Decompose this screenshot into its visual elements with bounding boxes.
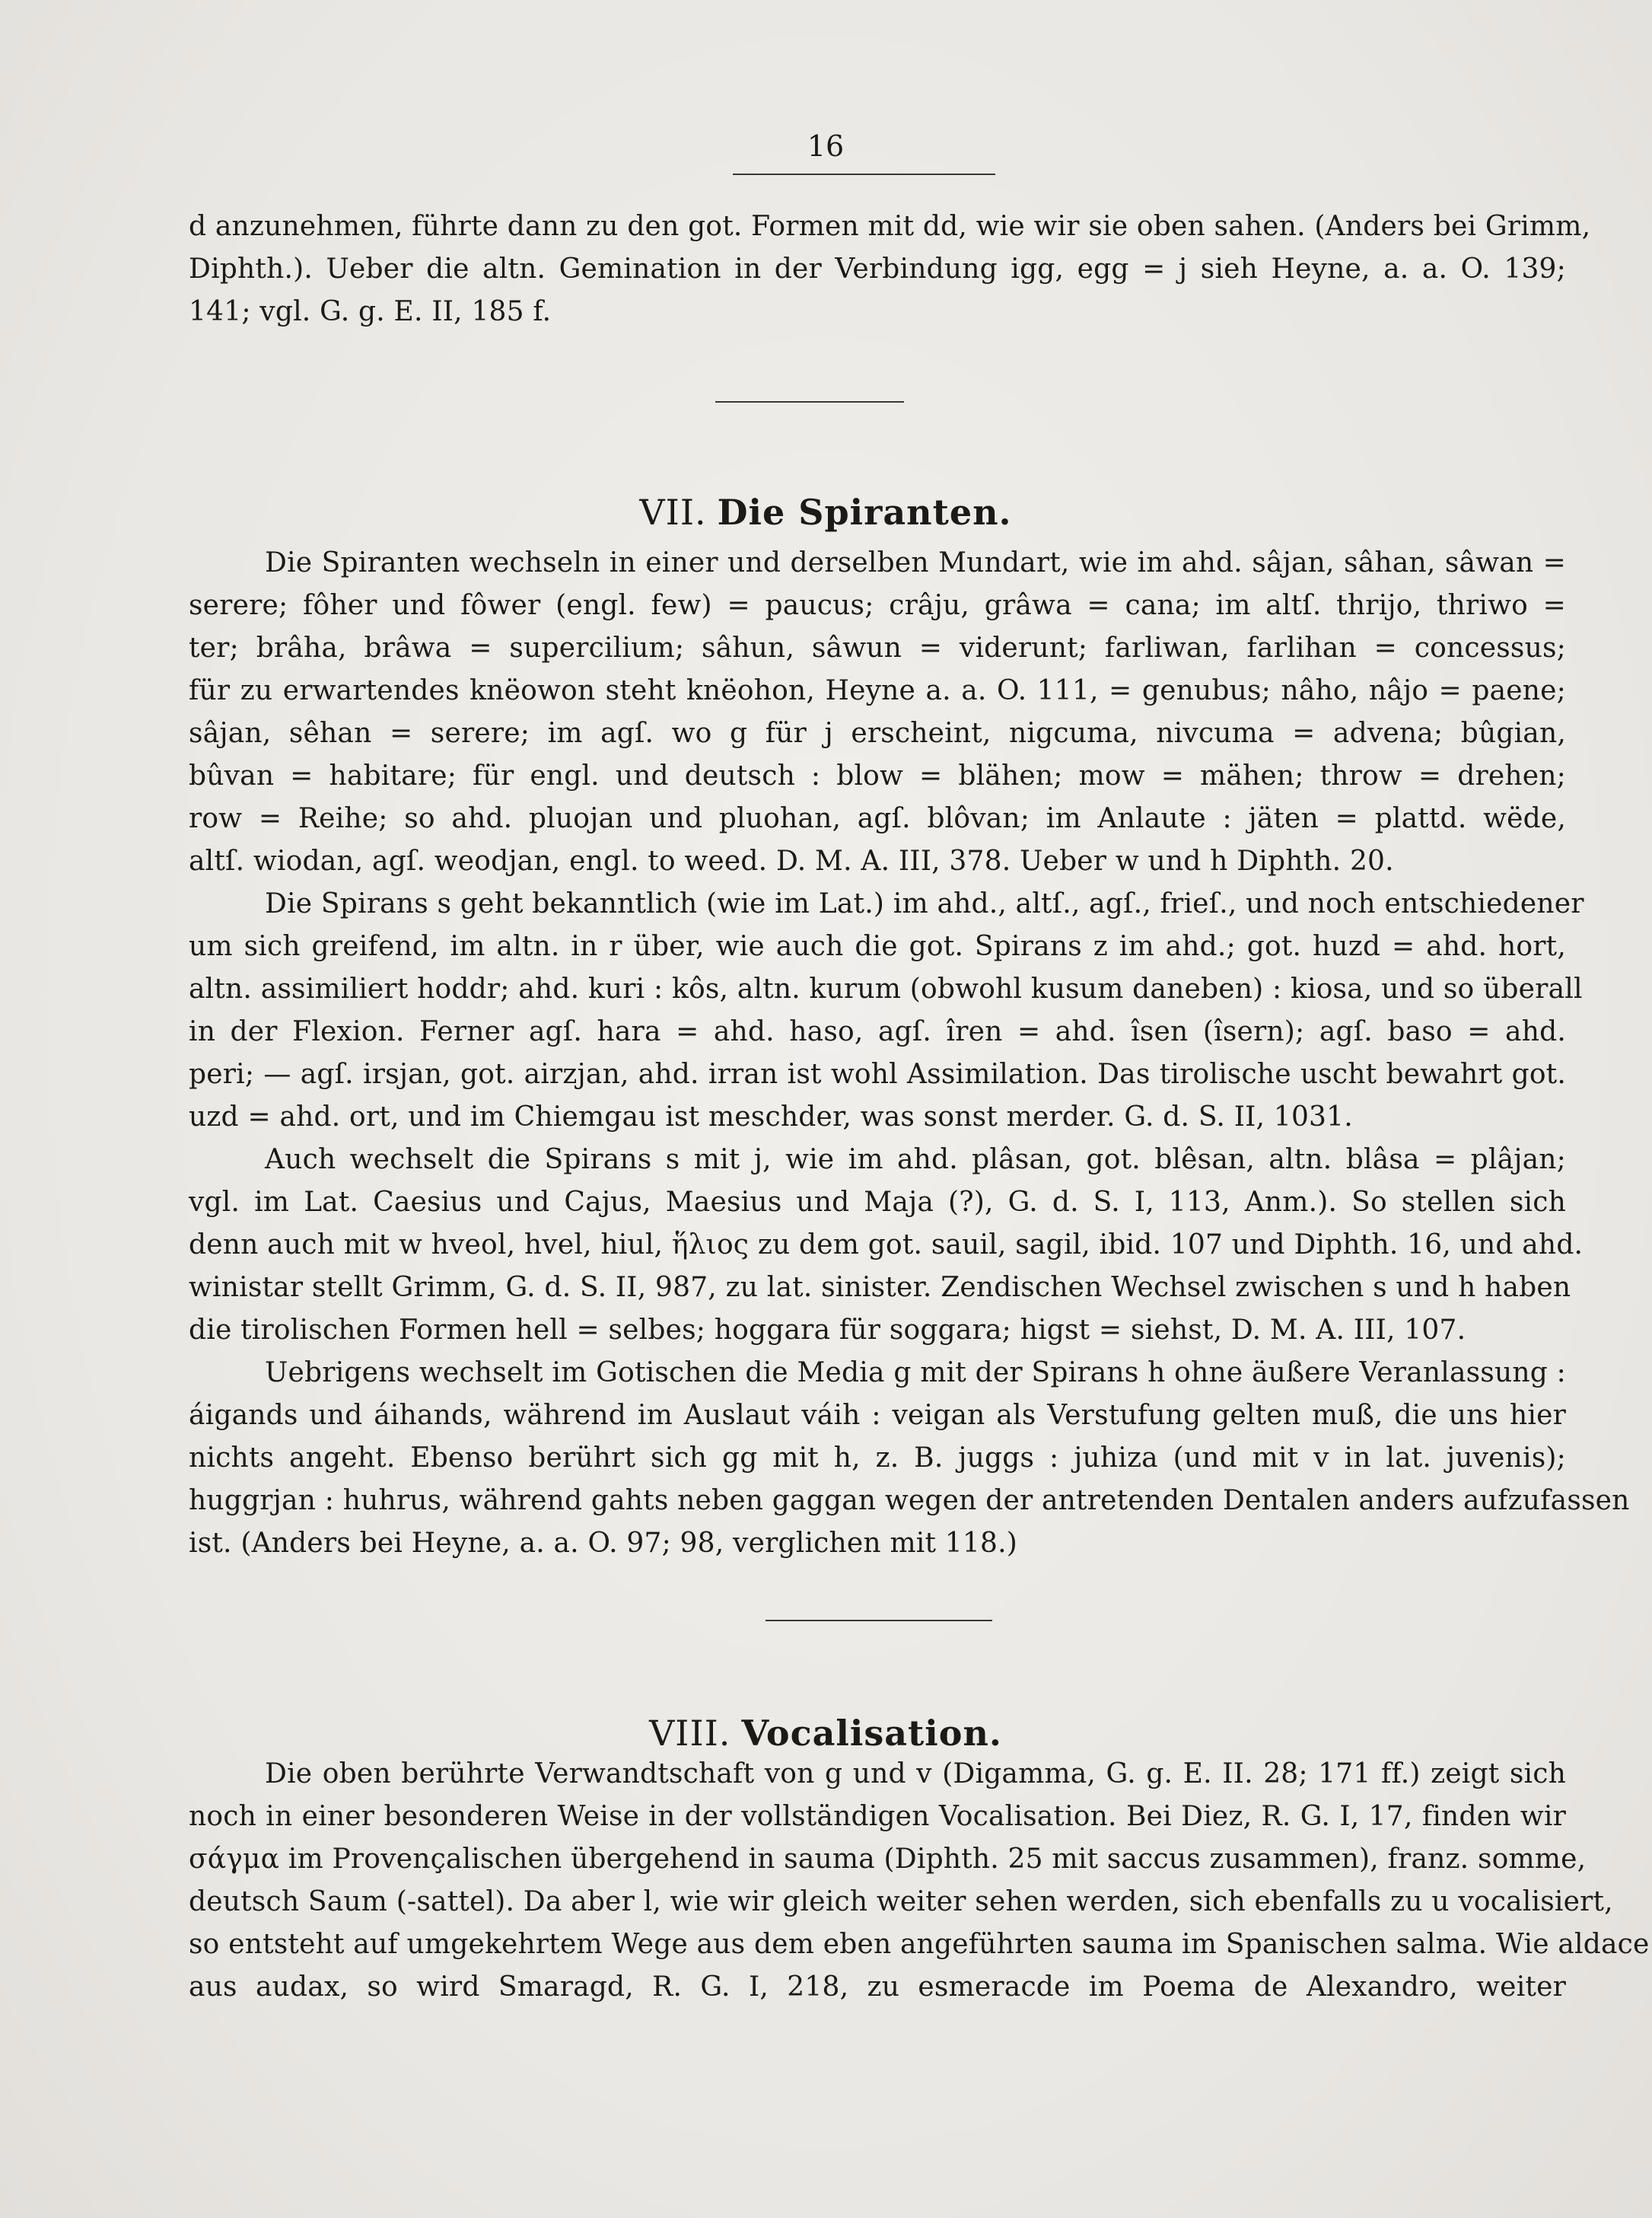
- text-line: serere; fôher und fôwer (engl. few) = paucus; crâju, grâwa = cana; im altſ. thrijo, thriwo =: [189, 590, 1566, 621]
- text-line: bûvan = habitare; für engl. und deutsch : blow = blähen; mow = mähen; throw = drehen;: [189, 760, 1566, 792]
- text-line: die tirolischen Formen hell = selbes; hoggara für soggara; higst = siehst, D. M. A. III, 107.: [189, 1315, 1466, 1346]
- text-line: Die Spiranten wechseln in einer und derselben Mundart, wie im ahd. sâjan, sâhan, sâwan =: [265, 547, 1566, 578]
- section-title: Die Spiranten.: [717, 492, 1012, 533]
- text-line: peri; — agſ. irsjan, got. airzjan, ahd. irran ist wohl Assimilation. Das tirolische uscht bewahrt got.: [189, 1059, 1566, 1090]
- text-line: für zu erwartendes knëowon steht knëohon, Heyne a. a. O. 111, = genubus; nâho, nâjo = paene;: [189, 675, 1566, 706]
- section-heading-vii: [639, 489, 1011, 535]
- text-line: altſ. wiodan, agſ. weodjan, engl. to weed. D. M. A. III, 378. Ueber w und h Diphth. 20.: [189, 846, 1394, 877]
- text-line: noch in einer besonderen Weise in der vollständigen Vocalisation. Bei Diez, R. G. I, 17, finden wir: [189, 1801, 1566, 1832]
- text-line: Die oben berührte Verwandtschaft von g und v (Digamma, G. g. E. II. 28; 171 ff.) zeigt sich: [265, 1758, 1566, 1789]
- text-line: winistar stellt Grimm, G. d. S. II, 987, zu lat. sinister. Zendischen Wechsel zwischen s und h haben: [189, 1272, 1571, 1303]
- text-line: deutsch Saum (-sattel). Da aber l, wie wir gleich weiter sehen werden, sich ebenfalls zu u vocalisiert,: [189, 1886, 1613, 1917]
- text-line: row = Reihe; so ahd. pluojan und pluohan, agſ. blôvan; im Anlaute : jäten = plattd. wëde,: [189, 803, 1566, 834]
- text-line: vgl. im Lat. Caesius und Cajus, Maesius und Maja (?), G. d. S. I, 113, Anm.). So stellen sich: [189, 1187, 1566, 1218]
- text-line: Die Spirans s geht bekanntlich (wie im Lat.) im ahd., altſ., agſ., frieſ., und noch entschiedener: [265, 888, 1584, 919]
- text-line: altn. assimiliert hoddr; ahd. kuri : kôs, altn. kurum (obwohl kusum daneben) : kiosa, und so überall: [189, 974, 1583, 1005]
- text-line: σάγμα im Provençalischen übergehend in sauma (Diphth. 25 mit saccus zusammen), franz. somme,: [189, 1844, 1587, 1875]
- intro-paragraph: [189, 206, 1591, 333]
- text-line: ist. (Anders bei Heyne, a. a. O. 97; 98, verglichen mit 118.): [189, 1528, 1018, 1559]
- text-line: Auch wechselt die Spirans s mit j, wie im ahd. plâsan, got. blêsan, altn. blâsa = plâjan;: [265, 1144, 1566, 1175]
- section-rule: [715, 401, 904, 403]
- section-heading-viii: [649, 1710, 1002, 1756]
- text-line: Diphth.). Ueber die altn. Gemination in der Verbindung igg, egg = j sieh Heyne, a. a. O. 139;: [189, 253, 1566, 285]
- text-line: aus audax, so wird Smaragd, R. G. I, 218, zu esmeracde im Poema de Alexandro, weiter: [189, 1971, 1566, 2003]
- text-line: Uebrigens wechselt im Gotischen die Media g mit der Spirans h ohne äußere Veranlassung :: [265, 1357, 1566, 1388]
- section-body-vii: [189, 542, 1630, 1565]
- text-line: huggrjan : huhrus, während gahts neben gaggan wegen der antretenden Dentalen anders aufzufassen: [189, 1485, 1630, 1516]
- header-rule: [733, 174, 995, 175]
- text-line: denn auch mit w hveol, hvel, hiul, ἥλιος zu dem got. sauil, sagil, ibid. 107 und Diphth. 16, und ahd.: [189, 1229, 1584, 1260]
- section-rule: [766, 1620, 992, 1621]
- text-line: uzd = ahd. ort, und im Chiemgau ist meschder, was sonst merder. G. d. S. II, 1031.: [189, 1101, 1353, 1133]
- section-body-viii: [189, 1753, 1650, 2009]
- text-line: 141; vgl. G. g. E. II, 185 f.: [189, 296, 552, 327]
- page-number: 16: [807, 129, 845, 163]
- text-line: áigands und áihands, während im Auslaut váih : veigan als Verstufung gelten muß, die uns hier: [189, 1400, 1566, 1431]
- section-title: Vocalisation.: [741, 1713, 1002, 1754]
- text-line: in der Flexion. Ferner agſ. hara = ahd. haso, agſ. îren = ahd. îsen (îsern); agſ. baso = ahd.: [189, 1016, 1566, 1047]
- section-number: VII.: [639, 492, 707, 533]
- text-line: ter; brâha, brâwa = supercilium; sâhun, sâwun = viderunt; farliwan, farlihan = concessus;: [189, 633, 1566, 664]
- text-line: um sich greifend, im altn. in r über, wie auch die got. Spirans z im ahd.; got. huzd = ahd. hort,: [189, 931, 1566, 962]
- text-line: nichts angeht. Ebenso berührt sich gg mit h, z. B. juggs : juhiza (und mit v in lat. juvenis);: [189, 1442, 1566, 1474]
- text-line: d anzunehmen, führte dann zu den got. Formen mit dd, wie wir sie oben sahen. (Anders bei Grimm,: [189, 211, 1591, 242]
- text-line: so entsteht auf umgekehrtem Wege aus dem eben angeführten sauma im Spanischen salma. Wie aldace: [189, 1929, 1650, 1960]
- section-number: VIII.: [649, 1713, 731, 1754]
- text-line: sâjan, sêhan = serere; im agſ. wo g für j erscheint, nigcuma, nivcuma = advena; bûgian,: [189, 718, 1566, 749]
